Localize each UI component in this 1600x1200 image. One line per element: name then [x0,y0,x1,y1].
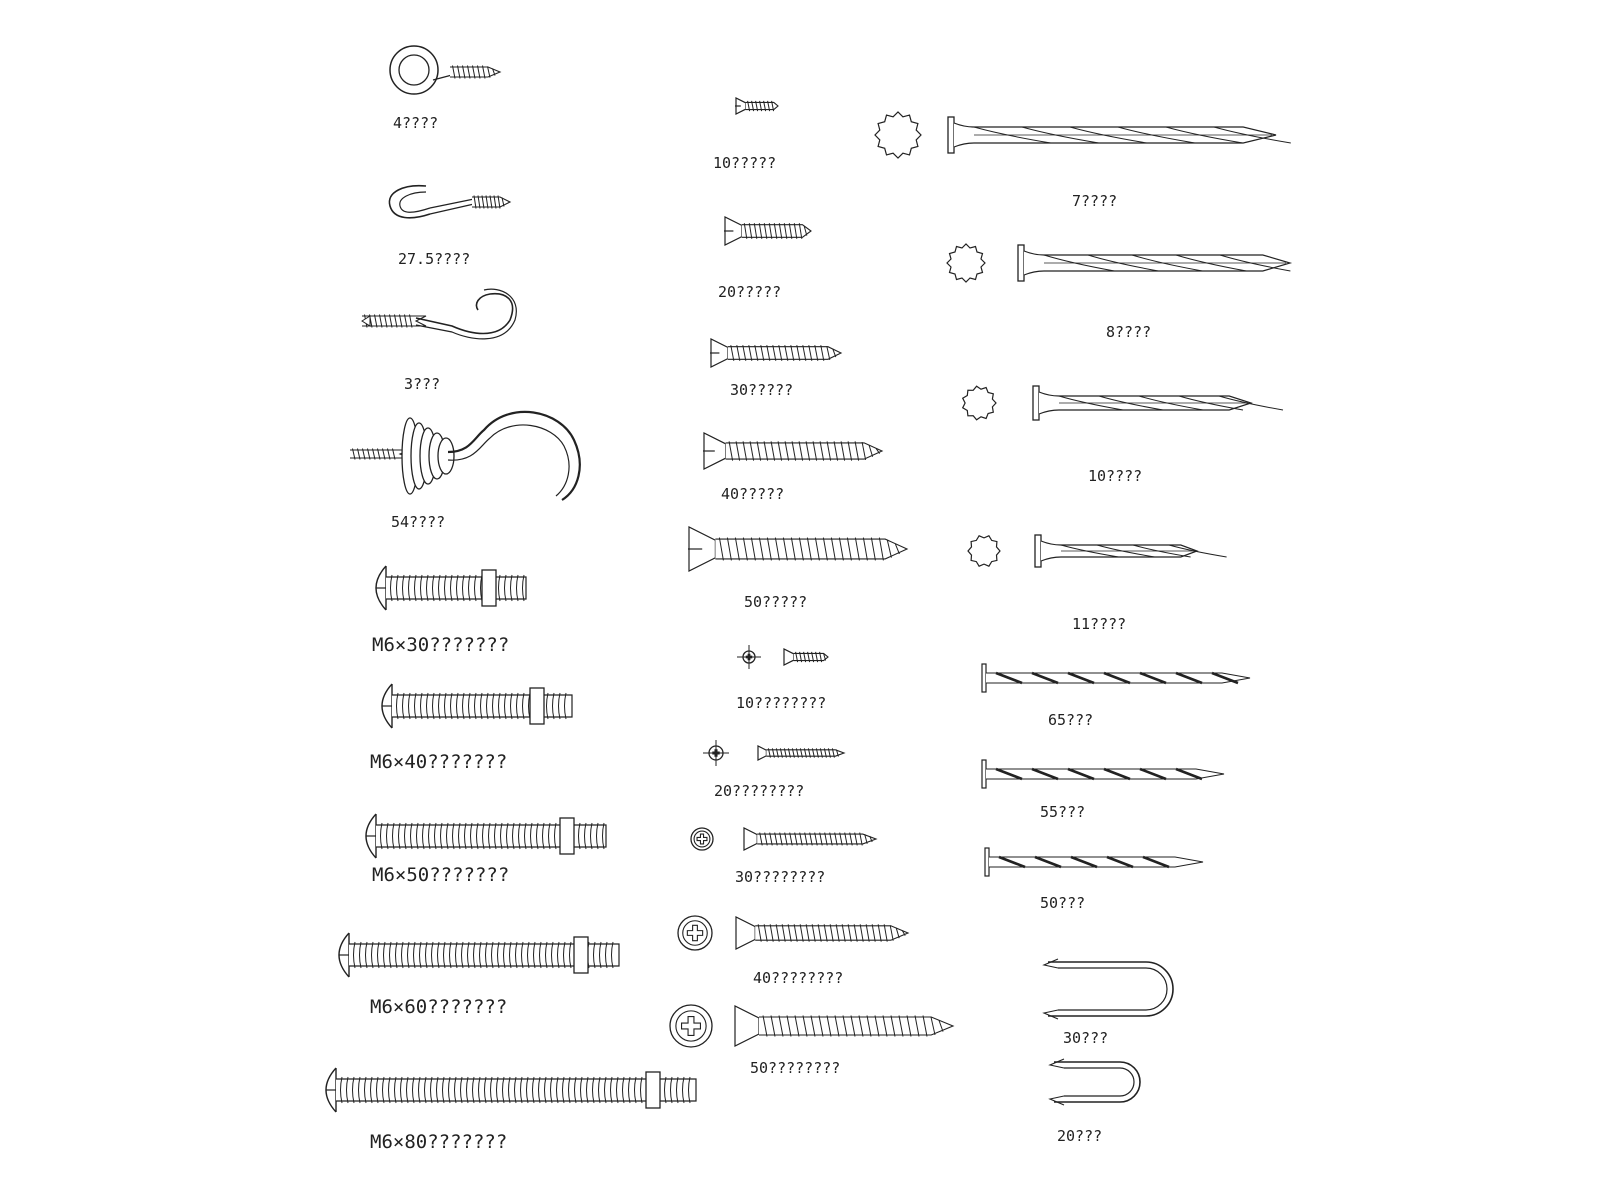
hook-label: 27.5???? [398,250,471,268]
twisted-nail [1033,386,1283,420]
nail-head-view [963,386,996,420]
spiral-nail [985,848,1203,876]
slotted-screw-label: 40????? [721,485,785,503]
slotted-screw-label: 50????? [744,593,808,611]
bolt-label: M6×80??????? [370,1131,508,1153]
hook-label: 3??? [404,375,441,393]
slotted-wood-screw [724,217,811,245]
nail-head-view [875,112,921,158]
cup-hook-small [389,186,510,218]
nail-head-view [968,536,1000,566]
spiral-nail-label: 55??? [1040,803,1086,821]
slotted-screw-label: 30????? [730,381,794,399]
twisted-nail [948,117,1291,153]
phillips-wood-screw [691,828,876,850]
phillips-screw-label: 50???????? [750,1059,841,1077]
fastener-figures [326,46,1291,1112]
hook-label: 4???? [393,114,439,132]
bolt-label: M6×60??????? [370,996,508,1018]
spiral-nail-label: 50??? [1040,894,1086,912]
slotted-wood-screw [688,527,907,571]
phillips-screw-label: 20???????? [714,782,805,800]
bolt-label: M6×50??????? [372,864,510,886]
twisted-nail-label: 11???? [1072,615,1127,633]
ceiling-hook [350,412,580,500]
slotted-wood-screw [735,98,778,114]
phillips-screw-label: 10???????? [736,694,827,712]
twisted-nail [1035,535,1227,567]
machine-bolt [366,814,606,858]
phillips-screw-label: 40???????? [753,969,844,987]
cup-hook-medium [362,289,516,339]
slotted-wood-screw [710,339,841,367]
twisted-nail-label: 8???? [1106,323,1152,341]
staple-label: 20??? [1057,1127,1103,1145]
spiral-nail-label: 65??? [1048,711,1094,729]
twisted-nail [1018,245,1290,281]
u-staple [1050,1059,1140,1105]
slotted-screw-label: 20????? [718,283,782,301]
bolt-label: M6×40??????? [370,751,508,773]
eye-screw [390,46,500,94]
slotted-screw-label: 10????? [713,154,777,172]
machine-bolt [339,933,619,977]
bolt-label: M6×30??????? [372,634,510,656]
phillips-wood-screw [737,645,828,669]
phillips-screw-label: 30???????? [735,868,826,886]
twisted-nail-label: 7???? [1072,192,1118,210]
phillips-wood-screw [670,1005,953,1047]
machine-bolt [382,684,572,728]
phillips-wood-screw [703,740,844,766]
hook-label: 54???? [391,513,446,531]
staple-label: 30??? [1063,1029,1109,1047]
phillips-wood-screw [678,916,908,950]
nail-head-view [947,244,985,282]
spiral-nail [982,664,1250,692]
spiral-nail [982,760,1224,788]
machine-bolt [376,566,526,610]
twisted-nail-label: 10???? [1088,467,1143,485]
slotted-wood-screw [703,433,882,469]
u-staple [1044,959,1173,1019]
machine-bolt [326,1068,696,1112]
